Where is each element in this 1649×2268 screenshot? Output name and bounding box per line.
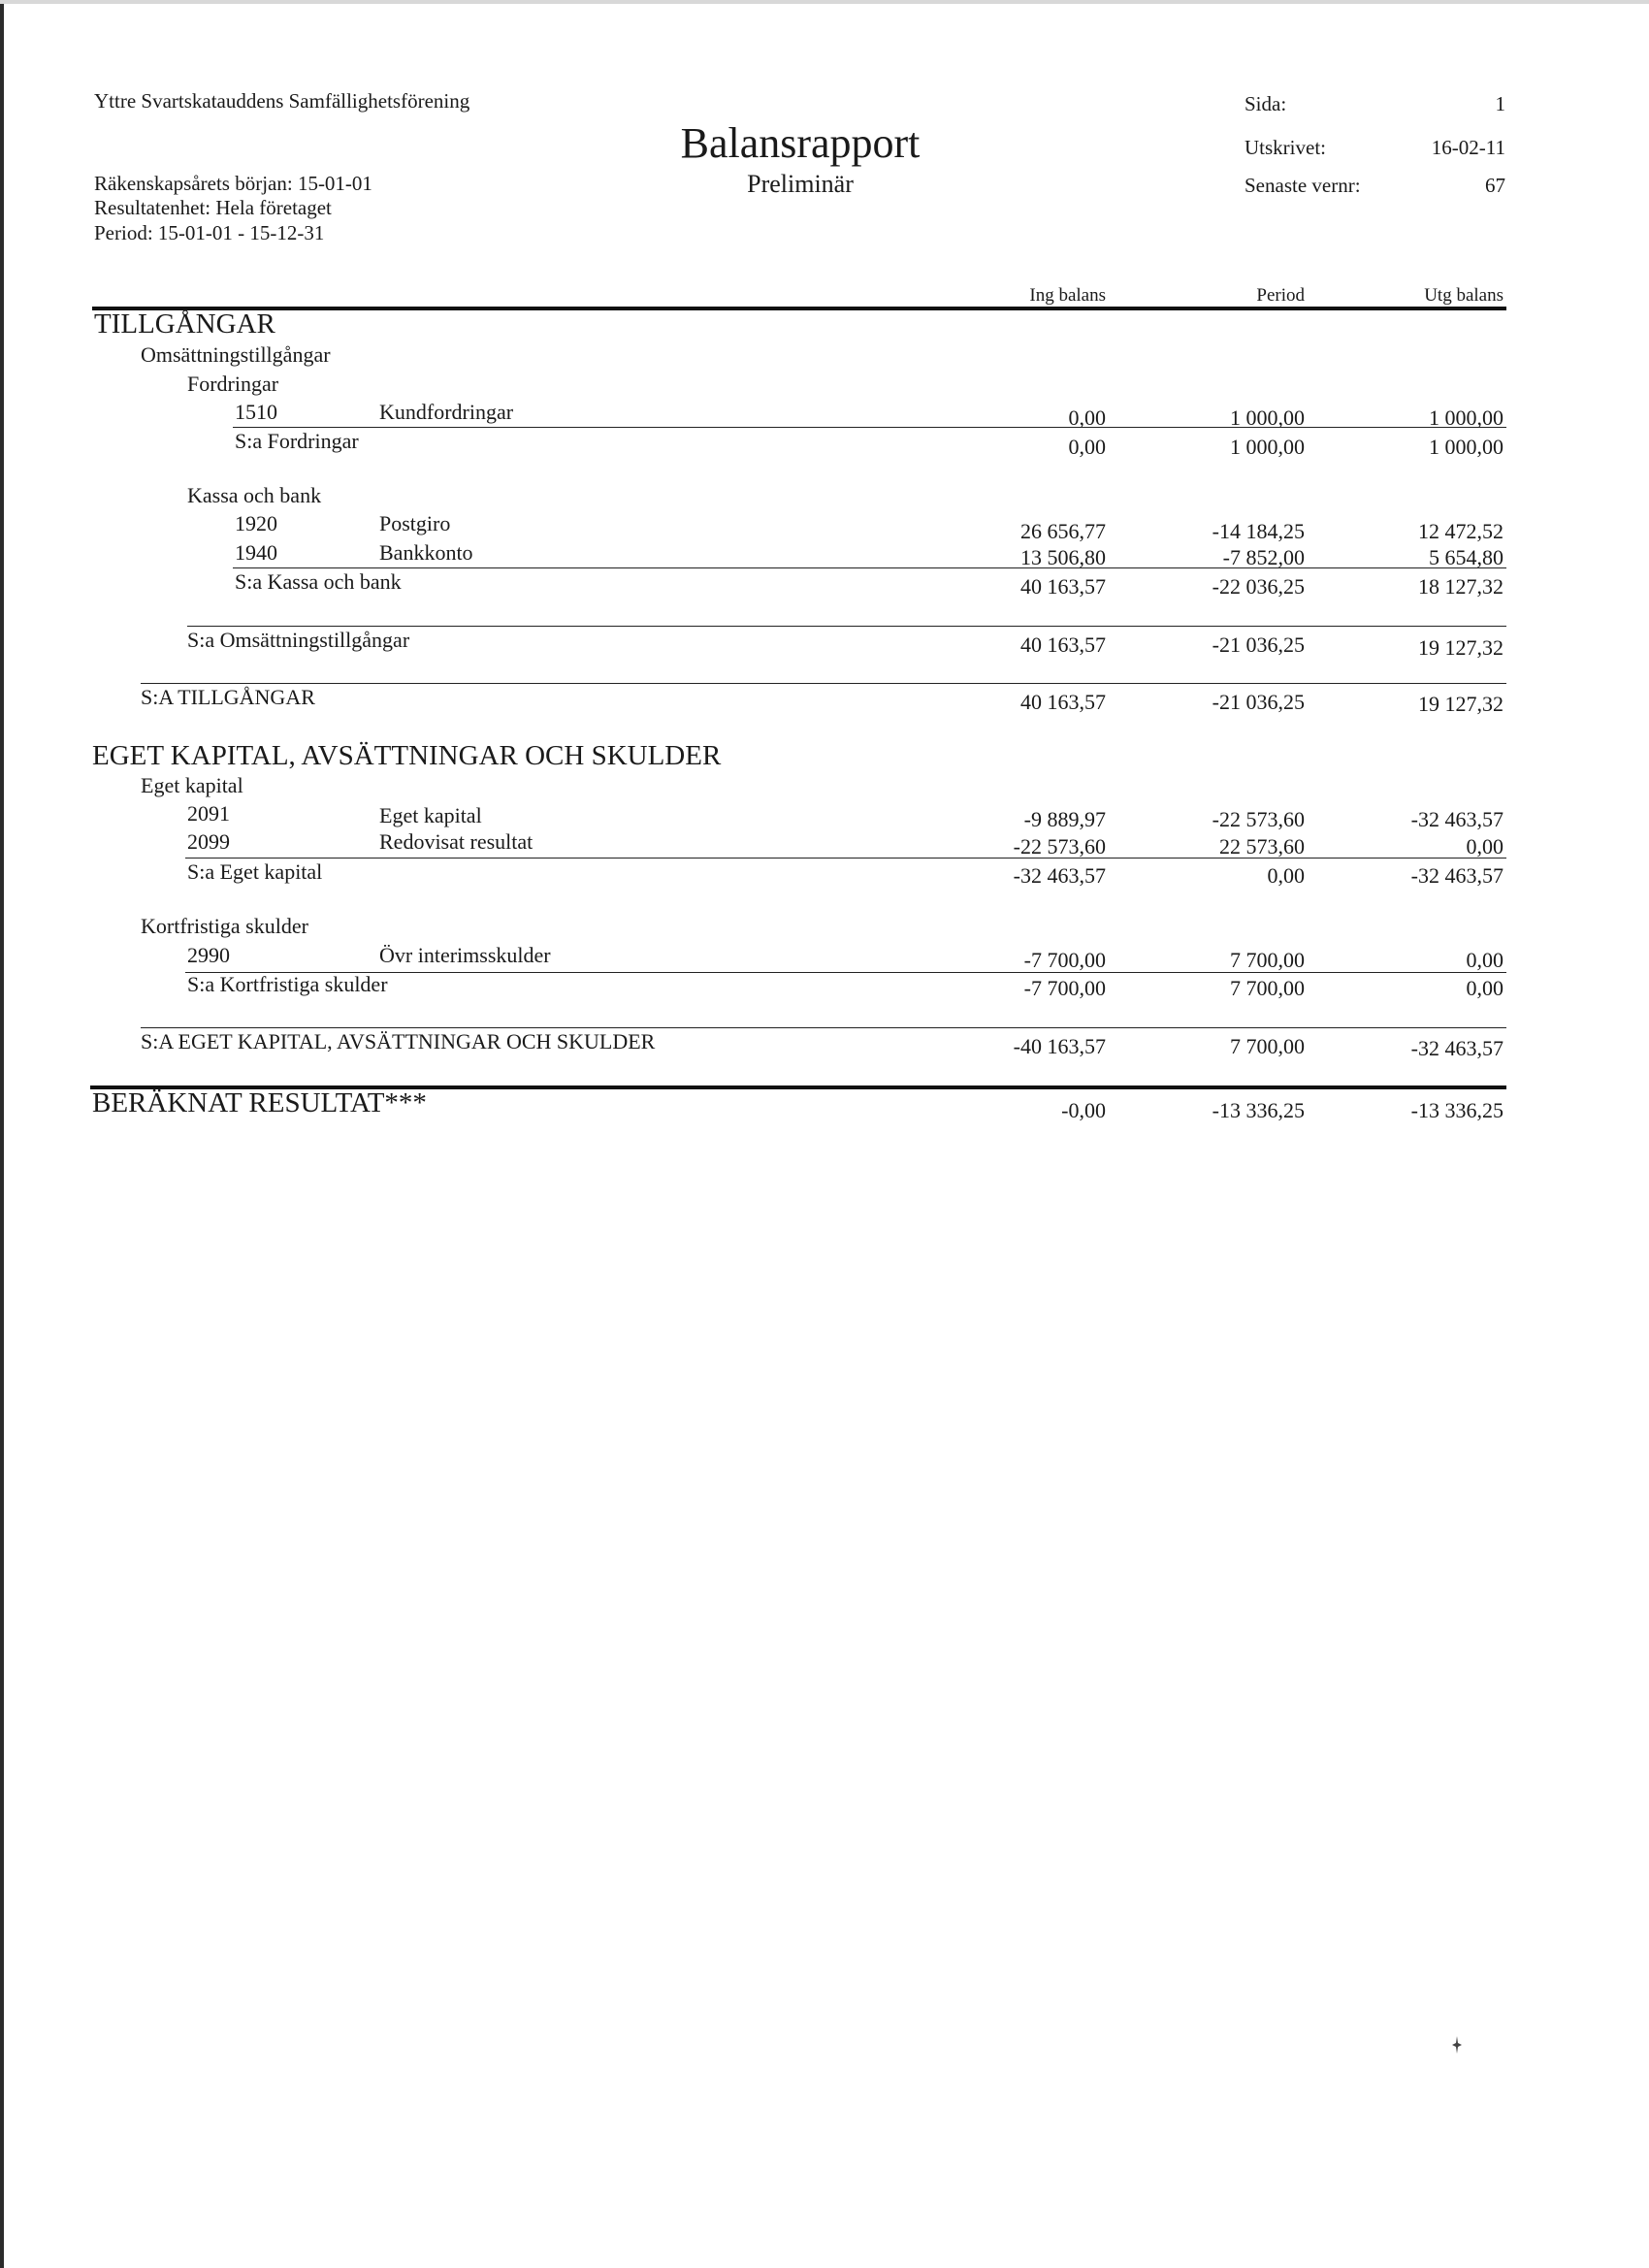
value-opening: 26 656,77 bbox=[1020, 519, 1106, 543]
subtotal-rule bbox=[185, 858, 1506, 859]
receivables-sum-opening: 0,00 bbox=[1068, 435, 1106, 459]
current-assets-sum-period: -21 036,25 bbox=[1212, 632, 1305, 657]
assets-total-closing: 19 127,32 bbox=[1418, 692, 1504, 716]
value-period: 7 700,00 bbox=[1230, 948, 1305, 972]
equity-heading: Eget kapital bbox=[141, 773, 243, 797]
receivables-sum-closing: 1 000,00 bbox=[1429, 435, 1504, 459]
value-period: 22 573,60 bbox=[1219, 834, 1305, 859]
header-rule bbox=[92, 307, 1506, 310]
value-opening: -7 700,00 bbox=[1023, 948, 1106, 972]
equity-sum-opening: -32 463,57 bbox=[1013, 863, 1106, 888]
equity-sum-closing: -32 463,57 bbox=[1410, 863, 1504, 888]
result-unit: Resultatenhet: Hela företaget bbox=[94, 196, 332, 219]
col-header-period: Period bbox=[1256, 285, 1305, 306]
current-assets-heading: Omsättningstillgångar bbox=[141, 342, 331, 367]
last-voucher-number: 67 bbox=[1485, 174, 1505, 197]
value-period: -7 852,00 bbox=[1222, 545, 1305, 569]
last-voucher-label: Senaste vernr: bbox=[1245, 174, 1361, 197]
calculated-result-period: -13 336,25 bbox=[1212, 1098, 1305, 1122]
short-term-sum-closing: 0,00 bbox=[1466, 976, 1504, 1000]
total-rule bbox=[141, 1027, 1506, 1028]
current-assets-sum-label: S:a Omsättningstillgångar bbox=[187, 628, 410, 652]
cash-heading: Kassa och bank bbox=[187, 483, 322, 507]
current-assets-sum-opening: 40 163,57 bbox=[1020, 632, 1106, 657]
assets-total-opening: 40 163,57 bbox=[1020, 690, 1106, 714]
page-label: Sida: bbox=[1245, 92, 1287, 115]
account-number: 1510 bbox=[235, 400, 277, 424]
total-rule bbox=[141, 683, 1506, 684]
account-number: 2091 bbox=[187, 801, 230, 826]
org-name: Yttre Svartskatauddens Samfällighetsförening bbox=[94, 89, 470, 113]
value-period: 1 000,00 bbox=[1230, 405, 1305, 430]
calculated-result-label: BERÄKNAT RESULTAT*** bbox=[92, 1087, 427, 1118]
account-number: 1920 bbox=[235, 511, 277, 535]
value-closing: 1 000,00 bbox=[1429, 405, 1504, 430]
cash-sum-closing: 18 127,32 bbox=[1418, 574, 1504, 599]
calculated-result-closing: -13 336,25 bbox=[1410, 1098, 1504, 1122]
calculated-result-opening: -0,00 bbox=[1061, 1098, 1106, 1122]
assets-heading: TILLGÅNGAR bbox=[94, 308, 275, 340]
printed-date: 16-02-11 bbox=[1431, 136, 1505, 159]
equity-sum-period: 0,00 bbox=[1267, 863, 1305, 888]
liabilities-heading: EGET KAPITAL, AVSÄTTNINGAR OCH SKULDER bbox=[92, 740, 722, 771]
liabilities-total-period: 7 700,00 bbox=[1230, 1034, 1305, 1058]
cash-sum-label: S:a Kassa och bank bbox=[235, 569, 402, 594]
subtotal-rule bbox=[233, 567, 1506, 568]
value-closing: 0,00 bbox=[1466, 834, 1504, 859]
value-opening: -22 573,60 bbox=[1013, 834, 1106, 859]
account-number: 2099 bbox=[187, 829, 230, 854]
receivables-sum-period: 1 000,00 bbox=[1230, 435, 1305, 459]
equity-sum-label: S:a Eget kapital bbox=[187, 859, 323, 884]
value-closing: 0,00 bbox=[1466, 948, 1504, 972]
assets-total-label: S:A TILLGÅNGAR bbox=[141, 685, 315, 709]
account-number: 1940 bbox=[235, 540, 277, 565]
account-name: Eget kapital bbox=[379, 803, 482, 827]
account-name: Kundfordringar bbox=[379, 400, 514, 424]
value-closing: 12 472,52 bbox=[1418, 519, 1504, 543]
report-period: Period: 15-01-01 - 15-12-31 bbox=[94, 221, 325, 244]
receivables-heading: Fordringar bbox=[187, 372, 279, 396]
assets-total-period: -21 036,25 bbox=[1212, 690, 1305, 714]
printed-label: Utskrivet: bbox=[1245, 136, 1326, 159]
current-assets-sum-closing: 19 127,32 bbox=[1418, 635, 1504, 660]
value-period: -22 573,60 bbox=[1212, 807, 1305, 831]
liabilities-total-opening: -40 163,57 bbox=[1013, 1034, 1106, 1058]
short-term-heading: Kortfristiga skulder bbox=[141, 914, 308, 938]
page-number: 1 bbox=[1495, 92, 1505, 115]
liabilities-total-label: S:A EGET KAPITAL, AVSÄTTNINGAR OCH SKULDER bbox=[141, 1029, 656, 1053]
value-opening: 0,00 bbox=[1068, 405, 1106, 430]
subtotal-rule bbox=[187, 626, 1506, 627]
subtotal-rule bbox=[233, 427, 1506, 428]
account-name: Postgiro bbox=[379, 511, 451, 535]
scan-speck bbox=[1450, 2035, 1464, 2055]
value-closing: 5 654,80 bbox=[1429, 545, 1504, 569]
receivables-sum-label: S:a Fordringar bbox=[235, 429, 359, 453]
short-term-sum-period: 7 700,00 bbox=[1230, 976, 1305, 1000]
fiscal-year-start: Räkenskapsårets början: 15-01-01 bbox=[94, 172, 372, 195]
value-opening: -9 889,97 bbox=[1023, 807, 1106, 831]
value-closing: -32 463,57 bbox=[1410, 807, 1504, 831]
report-title: Balansrapport bbox=[680, 119, 921, 167]
col-header-opening: Ing balans bbox=[1029, 285, 1106, 306]
scan-top-edge bbox=[0, 0, 1649, 4]
short-term-sum-label: S:a Kortfristiga skulder bbox=[187, 972, 388, 996]
account-number: 2990 bbox=[187, 943, 230, 967]
account-name: Redovisat resultat bbox=[379, 829, 534, 854]
account-name: Övr interimsskulder bbox=[379, 943, 551, 967]
report-subtitle: Preliminär bbox=[747, 170, 854, 198]
liabilities-total-closing: -32 463,57 bbox=[1410, 1036, 1504, 1060]
short-term-sum-opening: -7 700,00 bbox=[1023, 976, 1106, 1000]
col-header-closing: Utg balans bbox=[1424, 285, 1504, 306]
cash-sum-period: -22 036,25 bbox=[1212, 574, 1305, 599]
cash-sum-opening: 40 163,57 bbox=[1020, 574, 1106, 599]
value-opening: 13 506,80 bbox=[1020, 545, 1106, 569]
scan-edge bbox=[0, 0, 4, 2268]
value-period: -14 184,25 bbox=[1212, 519, 1305, 543]
account-name: Bankkonto bbox=[379, 540, 473, 565]
